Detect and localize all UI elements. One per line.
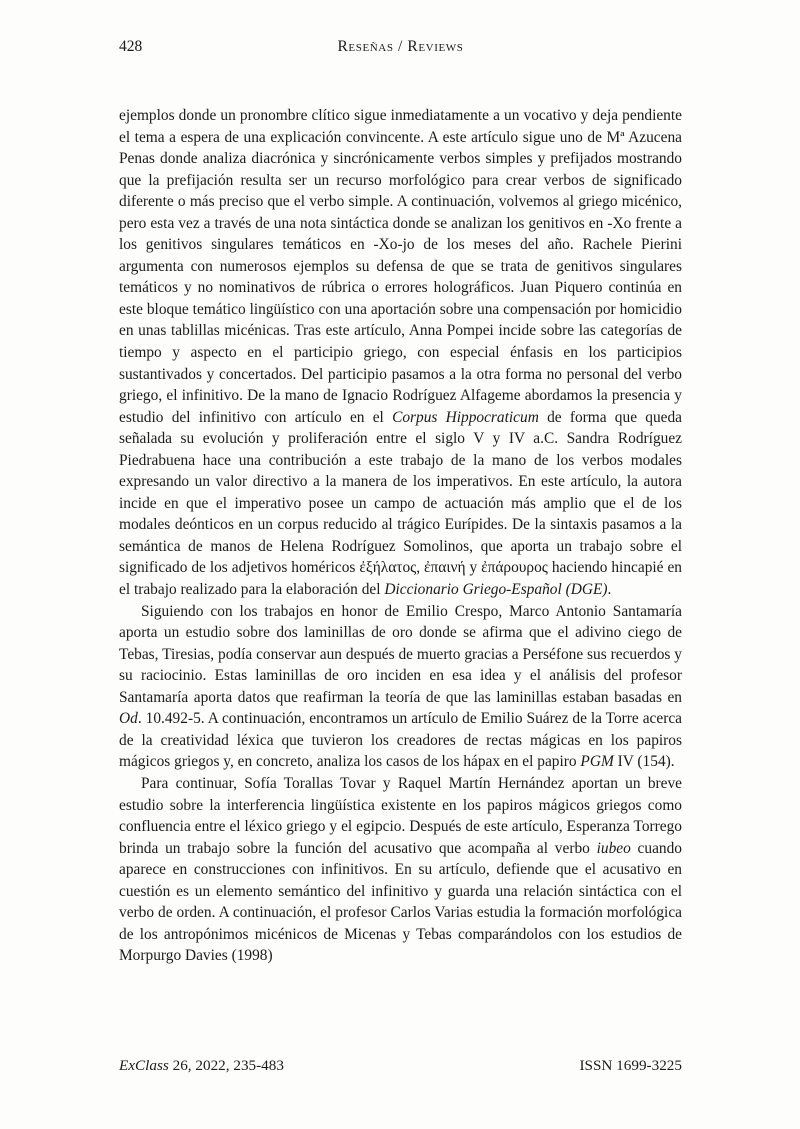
page-footer [119, 1057, 682, 1075]
text-run: . 10.492-5. A continuación, encontramos un artículo de Emilio Suárez de la Torre acerca de la creatividad léxica que tuvieron los creadores de rectas mágicas en los papiros mágicos griegos y, en concreto, analiza los casos de los hápax en el papiro [119, 710, 682, 771]
page-header [119, 38, 682, 60]
text-run: Siguiendo con los trabajos en honor de Emilio Crespo, Marco Antonio Santamaría aporta un estudio sobre dos laminillas de oro donde se afirma que el adivino ciego de Tebas, Tiresias, podía conservar aun después de muerto gracias a Perséfone sus recuerdos y su raciocinio. Estas laminillas de oro inciden en esa idea y el análisis del profesor Santamaría aporta datos que reafirman la teoría de que las laminillas estaban basadas en [119, 602, 682, 706]
italic-text-run: iubeo [596, 839, 631, 857]
page-body [119, 105, 682, 967]
text-run: cuando aparece en construcciones con infinitivos. En su artículo, defiende que el acusativo en cuestión es un elemento semántico del infinitivo y guarda una relación sintáctica con el verbo de orden. A continuación, el profesor Carlos Varias estudia la formación morfológica de los antropónimos micénicos de Micenas y Tebas comparándolos con los estudios de Morpurgo Davies (1998) [119, 839, 682, 965]
paragraph [119, 773, 682, 967]
italic-text-run: Od [119, 710, 138, 728]
italic-text-run: Corpus Hippocraticum [392, 408, 539, 426]
paragraph [119, 105, 682, 601]
journal-name: ExClass [119, 1057, 169, 1074]
text-run: Para continuar, Sofía Torallas Tovar y Raquel Martín Hernández aportan un breve estudio sobre la interferencia lingüística existente en los papiros mágicos griegos como confluencia entre el léxico griego y el egipcio. Después de este artículo, Esperanza Torrego brinda un trabajo sobre la función del acusativo que acompaña al verbo [119, 774, 682, 857]
page-number: 428 [119, 38, 143, 55]
text-run: . [607, 581, 612, 599]
paragraph [119, 601, 682, 773]
issn: ISSN 1699-3225 [579, 1057, 682, 1074]
text-run: de forma que queda señalada su evolución y proliferación entre el siglo V y IV a.C. Sandra Rodríguez Piedrabuena hace una contribución a este trabajo de la mano de los verbos modales expresando un valor directivo a la manera de los imperativos. En este artículo, la autora incide en que el imperativo posee un campo de actuación más amplio que el de los modales deónticos en un corpus reducido al trágico Eurípides. De la sintaxis pasamos a la semántica de manos de Helena Rodríguez Somolinos, que aporta un trabajo sobre el significado de los adjetivos homéricos ἐξήλατος, ἐπαινή y ἐπάρουρος haciendo hincapié en el trabajo realizado para la elaboración del [119, 408, 683, 599]
italic-text-run: PGM [580, 753, 614, 771]
text-run: ejemplos donde un pronombre clítico sigue inmediatamente a un vocativo y deja pendiente el tema a espera de una explicación convincente. A este artículo sigue uno de Mª Azucena Penas donde analiza diacrónica y sincrónicamente verbos simples y prefijados mostrando que la prefijación resulta ser un recurso morfológico para crear verbos de significado diferente o más preciso que el verbo simple. A continuación, volvemos al griego micénico, pero esta vez a través de una nota sintáctica donde se analizan los genitivos en -Xo frente a los genitivos singulares temáticos en -Xo-jo de los meses del año. Rachele Pierini argumenta con numerosos ejemplos su defensa de que se trata de genitivos singulares temáticos y no nominativos de rúbrica o errores holográficos. Juan Piquero continúa en este bloque temático lingüístico con una aportación sobre una compensación por homicidio en unas tablillas micénicas. Tras este artículo, Anna Pompei incide sobre las categorías de tiempo y aspecto en el participio griego, con especial énfasis en los participios sustantivados y concertados. Del participio pasamos a la otra forma no personal del verbo griego, el infinitivo. De la mano de Ignacio Rodríguez Alfageme abordamos la presencia y estudio del infinitivo con artículo en el [119, 107, 682, 426]
journal-issue: 26, 2022, 235-483 [168, 1057, 284, 1074]
running-title: Reseñas / Reviews [337, 38, 464, 55]
journal-citation [119, 1057, 284, 1075]
italic-text-run: Diccionario Griego-Español (DGE) [384, 581, 608, 599]
text-run: IV (154). [613, 753, 675, 771]
